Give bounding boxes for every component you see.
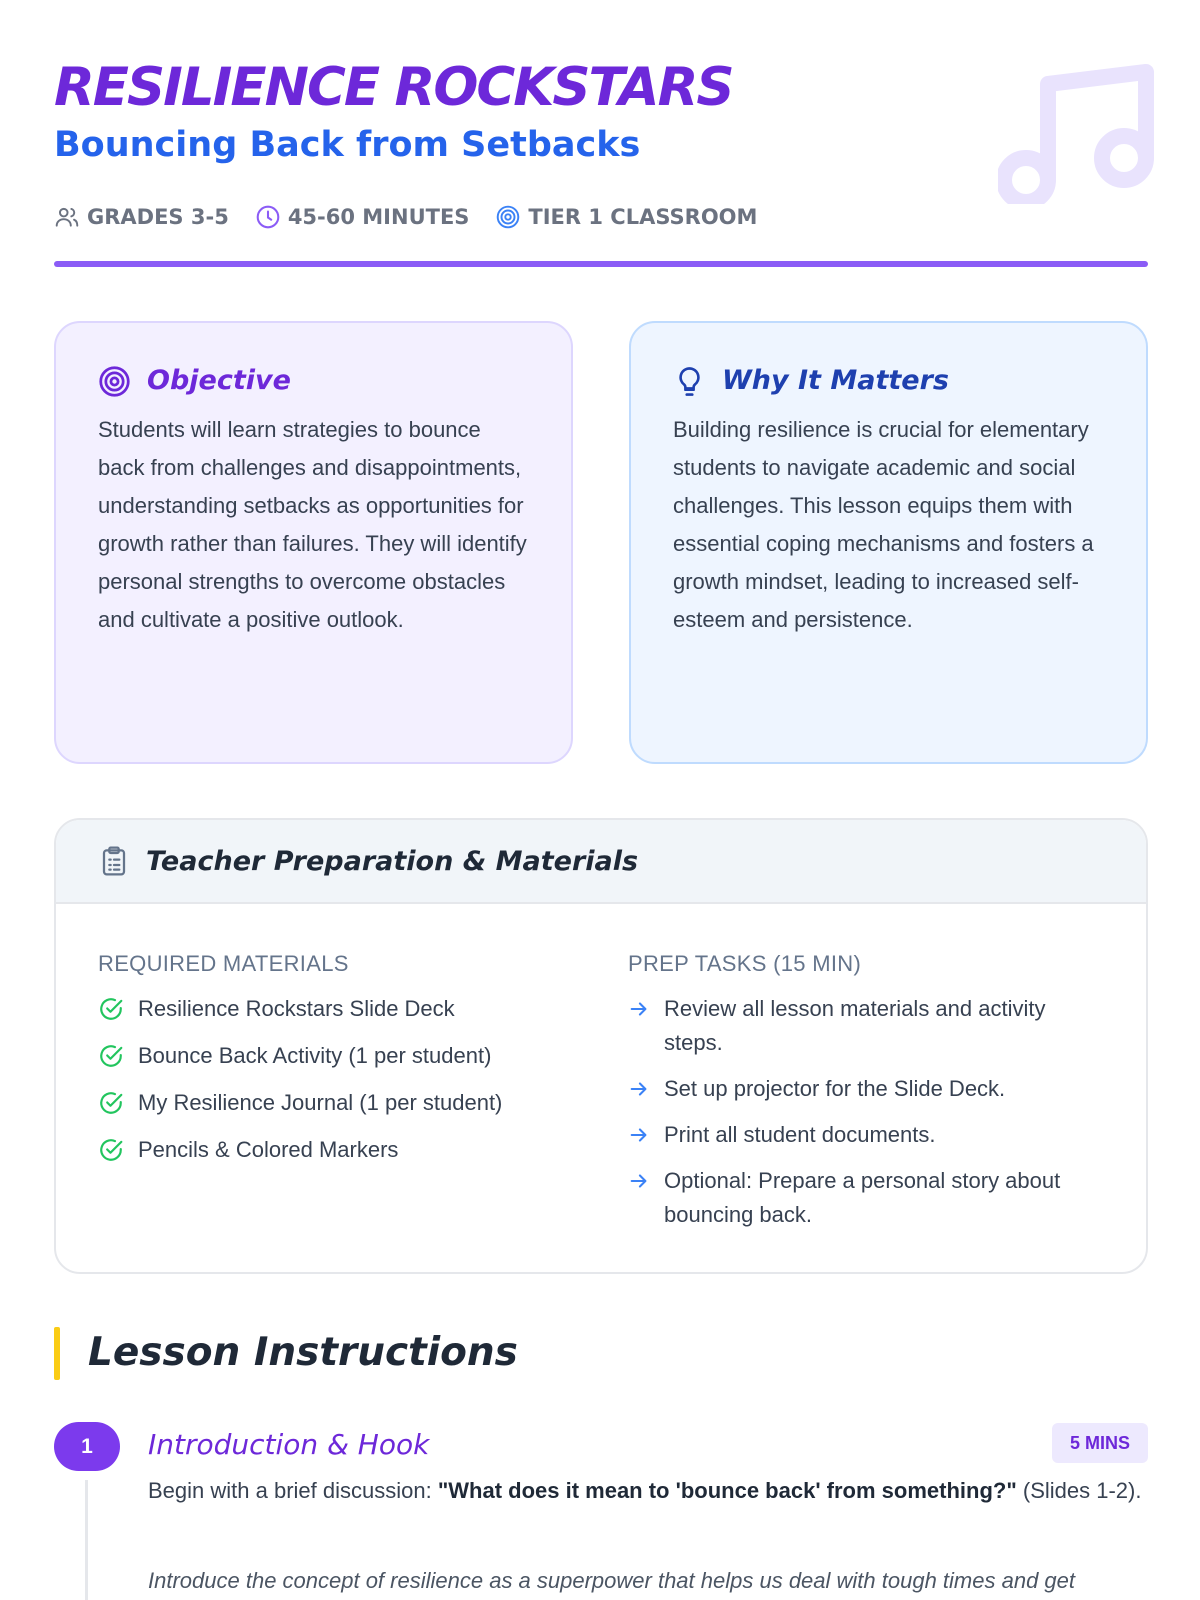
why-header	[673, 363, 1104, 399]
why-text: Building resilience is crucial for elementary students to navigate academic and social challenges. This lesson equips them with essential coping mechanisms and fosters a growth mindset, leading to increased self-esteem and persistence.	[673, 417, 1094, 632]
arrow-right-icon	[628, 998, 650, 1020]
step-title: Introduction & Hook	[148, 1428, 430, 1461]
check-circle-icon	[98, 996, 124, 1022]
grades-label: GRADES 3-5	[87, 205, 229, 229]
page-subtitle: Bouncing Back from Setbacks	[54, 125, 641, 165]
clock-icon	[255, 204, 281, 230]
materials-list	[98, 992, 578, 1167]
task-label: Set up projector for the Slide Deck.	[664, 1076, 1006, 1101]
target-icon	[495, 204, 521, 230]
users-icon	[54, 204, 80, 230]
tasks-list	[628, 992, 1108, 1232]
objective-title: Objective	[147, 365, 291, 396]
lesson-plan-page	[54, 0, 1148, 1600]
step-body-prefix: Begin with a brief discussion:	[148, 1478, 438, 1503]
tasks-heading: PREP TASKS (15 MIN)	[628, 951, 862, 976]
materials-column	[98, 950, 578, 1180]
step-number-badge: 1	[54, 1422, 120, 1471]
check-circle-icon	[98, 1090, 124, 1116]
header-divider	[54, 261, 1148, 267]
lightbulb-icon	[673, 365, 706, 398]
material-item	[98, 992, 578, 1026]
objective-text: Students will learn strategies to bounce back from challenges and disappointments, understanding setbacks as opportunities for growth rather than failures. They will identify personal strengths to overcome obstacles and cultivate a positive outlook.	[98, 417, 527, 632]
page-title: RESILIENCE ROCKSTARS	[54, 57, 733, 118]
material-label: Bounce Back Activity (1 per student)	[138, 1043, 492, 1068]
task-label: Review all lesson materials and activity steps.	[664, 996, 1046, 1055]
duration-meta	[255, 204, 470, 230]
step-body	[148, 1472, 1148, 1510]
material-item	[98, 1086, 578, 1120]
lesson-instructions-heading: Lesson Instructions	[88, 1330, 518, 1375]
materials-heading: REQUIRED MATERIALS	[98, 951, 349, 976]
arrow-right-icon	[628, 1170, 650, 1192]
step-body-suffix: (Slides 1-2).	[1016, 1478, 1142, 1503]
task-label: Optional: Prepare a personal story about bouncing back.	[664, 1168, 1061, 1227]
arrow-right-icon	[628, 1078, 650, 1100]
objective-header	[98, 363, 529, 399]
tier-label: TIER 1 CLASSROOM	[528, 205, 758, 229]
task-label: Print all student documents.	[664, 1122, 936, 1147]
music-note-icon	[998, 62, 1156, 204]
clipboard-icon	[98, 845, 130, 877]
check-circle-icon	[98, 1137, 124, 1163]
section-accent-bar	[54, 1327, 60, 1380]
material-label: Resilience Rockstars Slide Deck	[138, 996, 455, 1021]
material-label: My Resilience Journal (1 per student)	[138, 1090, 503, 1115]
objective-card	[54, 321, 573, 764]
task-item	[628, 992, 1108, 1060]
step-note: Introduce the concept of resilience as a superpower that helps us deal with tough times and get	[148, 1568, 1076, 1593]
why-title: Why It Matters	[722, 365, 949, 396]
prep-title: Teacher Preparation & Materials	[146, 845, 639, 877]
tier-meta	[495, 204, 757, 230]
step-timeline-line	[85, 1480, 88, 1600]
tasks-column	[628, 950, 1108, 1244]
material-label: Pencils & Colored Markers	[138, 1137, 399, 1162]
material-item	[98, 1133, 578, 1167]
check-circle-icon	[98, 1043, 124, 1069]
why-it-matters-card	[629, 321, 1148, 764]
prep-header	[56, 820, 1146, 904]
step-duration-badge: 5 MINS	[1052, 1423, 1148, 1463]
target-icon	[98, 365, 131, 398]
arrow-right-icon	[628, 1124, 650, 1146]
duration-label: 45-60 MINUTES	[287, 205, 470, 229]
step-body-question: "What does it mean to 'bounce back' from something?"	[437, 1478, 1017, 1503]
task-item	[628, 1118, 1108, 1152]
grades-meta	[54, 204, 229, 230]
task-item	[628, 1072, 1108, 1106]
material-item	[98, 1039, 578, 1073]
task-item	[628, 1164, 1108, 1232]
lesson-meta	[54, 200, 757, 234]
teacher-prep-panel	[54, 818, 1148, 1274]
